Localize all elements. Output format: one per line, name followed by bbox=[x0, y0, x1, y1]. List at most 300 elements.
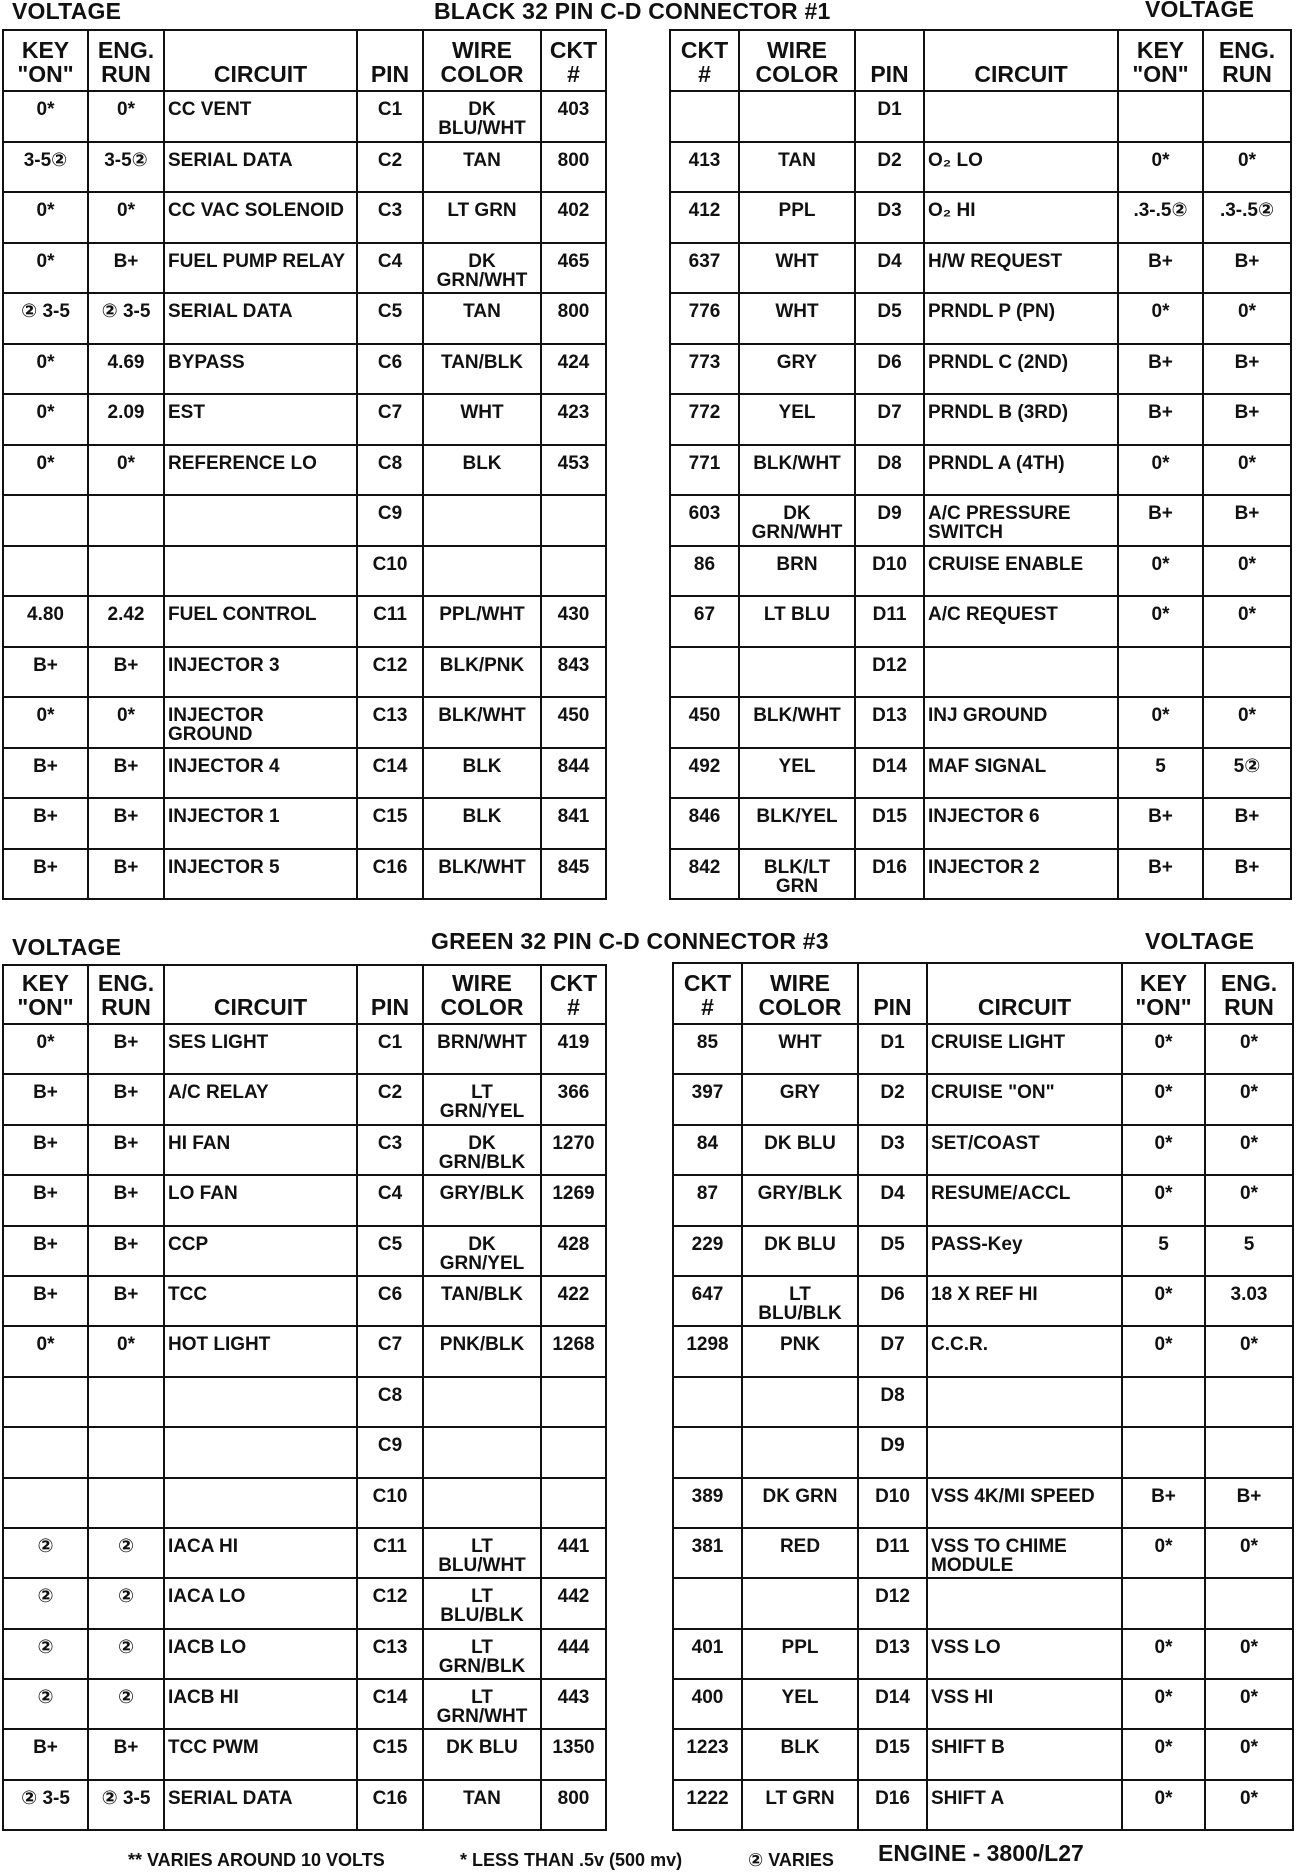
voltage-label-right-1: VOLTAGE bbox=[1145, 0, 1255, 22]
table-cell bbox=[164, 546, 357, 597]
table-cell: 0* bbox=[88, 91, 164, 142]
table-row bbox=[3, 1427, 606, 1477]
table-cell: LT GRN/YEL bbox=[423, 1074, 541, 1124]
table-cell: 419 bbox=[541, 1024, 606, 1074]
table-cell: VSS TO CHIME MODULE bbox=[927, 1528, 1122, 1578]
table-cell: 1350 bbox=[541, 1729, 606, 1779]
table-cell: INJECTOR 6 bbox=[924, 798, 1118, 849]
table-cell: D14 bbox=[855, 748, 924, 799]
table-cell: 1298 bbox=[673, 1326, 742, 1376]
table-cell: 842 bbox=[670, 849, 739, 900]
table-cell: PRNDL B (3RD) bbox=[924, 394, 1118, 445]
table-cell: BLK/WHT bbox=[423, 849, 541, 900]
column-header: CIRCUIT bbox=[927, 963, 1122, 1024]
table-cell: D8 bbox=[855, 445, 924, 496]
table-cell: RED bbox=[742, 1528, 858, 1578]
table-row bbox=[670, 243, 1291, 294]
table-cell: 444 bbox=[541, 1629, 606, 1679]
table-cell: YEL bbox=[739, 748, 855, 799]
table-cell: 0* bbox=[1205, 1528, 1293, 1578]
table-cell: BLK/YEL bbox=[739, 798, 855, 849]
table-cell: VSS 4K/MI SPEED bbox=[927, 1478, 1122, 1528]
table-cell: 841 bbox=[541, 798, 606, 849]
column-header: PIN bbox=[357, 965, 423, 1024]
table-cell bbox=[1203, 647, 1291, 698]
table-cell: C7 bbox=[357, 394, 423, 445]
table-cell bbox=[541, 1377, 606, 1427]
table-row bbox=[3, 1629, 606, 1679]
table-cell: SHIFT A bbox=[927, 1780, 1122, 1830]
table-row bbox=[3, 647, 606, 698]
table-cell bbox=[1203, 91, 1291, 142]
column-header: KEY "ON" bbox=[1122, 963, 1205, 1024]
table-cell: D12 bbox=[858, 1578, 927, 1628]
table-row bbox=[3, 596, 606, 647]
table-cell: B+ bbox=[1203, 243, 1291, 294]
table-row bbox=[673, 1729, 1293, 1779]
table-row bbox=[3, 1024, 606, 1074]
table-cell: WHT bbox=[423, 394, 541, 445]
table-cell: 0* bbox=[88, 192, 164, 243]
table-cell: LT GRN/BLK bbox=[423, 1629, 541, 1679]
table-cell: IACA HI bbox=[164, 1528, 357, 1578]
table-cell: YEL bbox=[739, 394, 855, 445]
table-cell: A/C REQUEST bbox=[924, 596, 1118, 647]
table-cell: 0* bbox=[1122, 1780, 1205, 1830]
table-cell: 843 bbox=[541, 647, 606, 698]
table-cell: 3-5② bbox=[3, 142, 88, 193]
column-header: CIRCUIT bbox=[924, 30, 1118, 91]
table-row bbox=[3, 142, 606, 193]
table-cell: 1222 bbox=[673, 1780, 742, 1830]
table-cell bbox=[541, 546, 606, 597]
table-cell: D2 bbox=[855, 142, 924, 193]
table-cell: 0* bbox=[1118, 293, 1203, 344]
table-cell: 430 bbox=[541, 596, 606, 647]
table-cell: 5 bbox=[1122, 1226, 1205, 1276]
table-cell: BRN/WHT bbox=[423, 1024, 541, 1074]
table-cell: 85 bbox=[673, 1024, 742, 1074]
table-row bbox=[3, 546, 606, 597]
table-cell: B+ bbox=[1118, 798, 1203, 849]
table-cell: B+ bbox=[88, 647, 164, 698]
table-cell: PRNDL C (2ND) bbox=[924, 344, 1118, 395]
table-cell: O₂ LO bbox=[924, 142, 1118, 193]
table-cell: WHT bbox=[739, 243, 855, 294]
table-cell: O₂ HI bbox=[924, 192, 1118, 243]
table-cell: C13 bbox=[357, 697, 423, 748]
table-cell: TAN bbox=[739, 142, 855, 193]
table-cell: DK BLU/WHT bbox=[423, 91, 541, 142]
table-row bbox=[3, 1074, 606, 1124]
table-cell: B+ bbox=[88, 798, 164, 849]
table-cell: DK GRN bbox=[742, 1478, 858, 1528]
table-cell: 800 bbox=[541, 142, 606, 193]
table-cell bbox=[927, 1377, 1122, 1427]
table-cell: TCC bbox=[164, 1276, 357, 1326]
table-cell bbox=[742, 1377, 858, 1427]
table-cell: DK GRN/WHT bbox=[739, 495, 855, 546]
table-cell: 442 bbox=[541, 1578, 606, 1628]
table-row bbox=[3, 1377, 606, 1427]
table-cell: DK GRN/BLK bbox=[423, 1125, 541, 1175]
table-cell: C16 bbox=[357, 1780, 423, 1830]
table-cell: 2.42 bbox=[88, 596, 164, 647]
table-cell: 87 bbox=[673, 1175, 742, 1225]
table-row bbox=[673, 1125, 1293, 1175]
table-cell: 389 bbox=[673, 1478, 742, 1528]
table-cell: 0* bbox=[1203, 546, 1291, 597]
table-cell bbox=[88, 495, 164, 546]
table-row bbox=[670, 647, 1291, 698]
table-cell bbox=[673, 1377, 742, 1427]
table-cell bbox=[670, 91, 739, 142]
table-cell: C1 bbox=[357, 91, 423, 142]
column-header: CKT # bbox=[673, 963, 742, 1024]
table-cell: BYPASS bbox=[164, 344, 357, 395]
table-cell: DK GRN/YEL bbox=[423, 1226, 541, 1276]
table-cell: WHT bbox=[739, 293, 855, 344]
table-cell: C2 bbox=[357, 1074, 423, 1124]
table-cell bbox=[423, 1427, 541, 1477]
table-cell: B+ bbox=[88, 849, 164, 900]
table-cell: 0* bbox=[3, 1024, 88, 1074]
table-cell: A/C RELAY bbox=[164, 1074, 357, 1124]
table-cell: D12 bbox=[855, 647, 924, 698]
table-cell: D3 bbox=[858, 1125, 927, 1175]
table-row bbox=[3, 697, 606, 748]
table-cell: 422 bbox=[541, 1276, 606, 1326]
table-cell: CC VAC SOLENOID bbox=[164, 192, 357, 243]
table-cell: 84 bbox=[673, 1125, 742, 1175]
table-cell: BRN bbox=[739, 546, 855, 597]
table-row bbox=[3, 1175, 606, 1225]
table-cell: WHT bbox=[742, 1024, 858, 1074]
table-row bbox=[3, 243, 606, 294]
column-header: WIRE COLOR bbox=[739, 30, 855, 91]
footnote-varies-10v: ** VARIES AROUND 10 VOLTS bbox=[128, 1850, 385, 1870]
table-cell: ② bbox=[88, 1679, 164, 1729]
table-cell: LO FAN bbox=[164, 1175, 357, 1225]
table-cell bbox=[742, 1578, 858, 1628]
table-cell bbox=[927, 1578, 1122, 1628]
table-cell: B+ bbox=[1122, 1478, 1205, 1528]
table-cell: B+ bbox=[3, 1074, 88, 1124]
table-cell: C5 bbox=[357, 1226, 423, 1276]
table-cell: 800 bbox=[541, 1780, 606, 1830]
table-cell: 450 bbox=[541, 697, 606, 748]
table-cell: SET/COAST bbox=[927, 1125, 1122, 1175]
table-cell: B+ bbox=[3, 1175, 88, 1225]
table-cell: 4.80 bbox=[3, 596, 88, 647]
table-cell: D3 bbox=[855, 192, 924, 243]
table-cell: 0* bbox=[88, 445, 164, 496]
table-cell: D15 bbox=[855, 798, 924, 849]
table-cell: B+ bbox=[88, 1175, 164, 1225]
table-cell: LT BLU bbox=[739, 596, 855, 647]
table-cell: INJ GROUND bbox=[924, 697, 1118, 748]
table-cell: LT BLU/BLK bbox=[742, 1276, 858, 1326]
table-cell bbox=[3, 1427, 88, 1477]
table-cell bbox=[88, 546, 164, 597]
table-cell: TAN bbox=[423, 142, 541, 193]
table-cell: 1268 bbox=[541, 1326, 606, 1376]
table-cell: BLK/LT GRN bbox=[739, 849, 855, 900]
table-cell: FUEL PUMP RELAY bbox=[164, 243, 357, 294]
table-cell bbox=[673, 1427, 742, 1477]
table-cell: 0* bbox=[1118, 142, 1203, 193]
table-cell: B+ bbox=[88, 1125, 164, 1175]
table-cell: 0* bbox=[1122, 1629, 1205, 1679]
table-cell: CC VENT bbox=[164, 91, 357, 142]
table-cell: 0* bbox=[1203, 293, 1291, 344]
table-row bbox=[3, 192, 606, 243]
table-cell: C10 bbox=[357, 546, 423, 597]
table-cell bbox=[673, 1578, 742, 1628]
table-row bbox=[670, 697, 1291, 748]
table-cell: 400 bbox=[673, 1679, 742, 1729]
table-cell: LT BLU/BLK bbox=[423, 1578, 541, 1628]
table-cell bbox=[742, 1427, 858, 1477]
table-cell: D7 bbox=[858, 1326, 927, 1376]
table-row bbox=[673, 1780, 1293, 1830]
table-cell: 0* bbox=[1205, 1175, 1293, 1225]
table-cell: ② bbox=[3, 1578, 88, 1628]
table-row bbox=[673, 1226, 1293, 1276]
table-cell bbox=[423, 495, 541, 546]
table-cell: 0* bbox=[1205, 1780, 1293, 1830]
table-cell: 0* bbox=[3, 344, 88, 395]
table-cell: DK GRN/WHT bbox=[423, 243, 541, 294]
table-cell: RESUME/ACCL bbox=[927, 1175, 1122, 1225]
table-cell: 441 bbox=[541, 1528, 606, 1578]
table-cell: C2 bbox=[357, 142, 423, 193]
table-cell: IACA LO bbox=[164, 1578, 357, 1628]
table-row bbox=[3, 293, 606, 344]
table-cell bbox=[670, 647, 739, 698]
table-cell: 0* bbox=[1122, 1679, 1205, 1729]
table-cell: 401 bbox=[673, 1629, 742, 1679]
table-cell: C9 bbox=[357, 1427, 423, 1477]
footnote-less-than: * LESS THAN .5v (500 mv) bbox=[460, 1850, 683, 1870]
table-cell: 0* bbox=[1122, 1125, 1205, 1175]
table-cell: YEL bbox=[742, 1679, 858, 1729]
table-row bbox=[673, 1326, 1293, 1376]
table-cell: D9 bbox=[858, 1427, 927, 1477]
table-cell: 637 bbox=[670, 243, 739, 294]
table-cell: D5 bbox=[855, 293, 924, 344]
table-cell: 0* bbox=[1118, 596, 1203, 647]
table-cell: INJECTOR 1 bbox=[164, 798, 357, 849]
table-cell bbox=[1122, 1578, 1205, 1628]
table-row bbox=[673, 1024, 1293, 1074]
column-header: CKT # bbox=[670, 30, 739, 91]
table-cell: 0* bbox=[1122, 1326, 1205, 1376]
table-cell: C9 bbox=[357, 495, 423, 546]
table-cell: C12 bbox=[357, 647, 423, 698]
table-cell: PNK/BLK bbox=[423, 1326, 541, 1376]
footer bbox=[0, 1838, 1312, 1870]
table-cell: D11 bbox=[855, 596, 924, 647]
table-row bbox=[673, 1629, 1293, 1679]
table-cell: LT GRN bbox=[423, 192, 541, 243]
table-cell: 1270 bbox=[541, 1125, 606, 1175]
table-cell: D1 bbox=[855, 91, 924, 142]
table-cell: D2 bbox=[858, 1074, 927, 1124]
table-cell: 428 bbox=[541, 1226, 606, 1276]
table-cell: ② bbox=[3, 1528, 88, 1578]
table-cell: D11 bbox=[858, 1528, 927, 1578]
table-cell: HOT LIGHT bbox=[164, 1326, 357, 1376]
column-header: ENG. RUN bbox=[88, 30, 164, 91]
column-header: PIN bbox=[357, 30, 423, 91]
table-row bbox=[670, 394, 1291, 445]
table-cell: C7 bbox=[357, 1326, 423, 1376]
table-cell: 413 bbox=[670, 142, 739, 193]
table-cell bbox=[924, 647, 1118, 698]
column-header: CIRCUIT bbox=[164, 30, 357, 91]
table-cell: D10 bbox=[858, 1478, 927, 1528]
table-cell: CCP bbox=[164, 1226, 357, 1276]
table-row bbox=[670, 293, 1291, 344]
table-cell: 3.03 bbox=[1205, 1276, 1293, 1326]
table-cell: SHIFT B bbox=[927, 1729, 1122, 1779]
table-cell: 800 bbox=[541, 293, 606, 344]
table-cell: ② 3-5 bbox=[3, 293, 88, 344]
table-cell: LT GRN/WHT bbox=[423, 1679, 541, 1729]
table-cell: 423 bbox=[541, 394, 606, 445]
table-cell: 424 bbox=[541, 344, 606, 395]
table-cell bbox=[1205, 1427, 1293, 1477]
table-cell: 5 bbox=[1205, 1226, 1293, 1276]
connector3-title: GREEN 32 PIN C-D CONNECTOR #3 bbox=[431, 928, 829, 954]
table-cell: PRNDL P (PN) bbox=[924, 293, 1118, 344]
table-cell: B+ bbox=[1118, 394, 1203, 445]
table-cell: A/C PRESSURE SWITCH bbox=[924, 495, 1118, 546]
table-row bbox=[673, 1074, 1293, 1124]
table-row bbox=[3, 1125, 606, 1175]
column-header: PIN bbox=[858, 963, 927, 1024]
table-cell: D6 bbox=[855, 344, 924, 395]
table-cell: 5 bbox=[1118, 748, 1203, 799]
table-row bbox=[3, 495, 606, 546]
table-cell: 0* bbox=[1122, 1024, 1205, 1074]
table-row bbox=[670, 142, 1291, 193]
table-cell: B+ bbox=[88, 1729, 164, 1779]
table-cell: PPL/WHT bbox=[423, 596, 541, 647]
table-cell: B+ bbox=[1205, 1478, 1293, 1528]
table-cell: 3-5② bbox=[88, 142, 164, 193]
table-row bbox=[673, 1679, 1293, 1729]
engine-label: ENGINE - 3800/L27 bbox=[878, 1840, 1084, 1866]
table-cell: PRNDL A (4TH) bbox=[924, 445, 1118, 496]
table-row bbox=[673, 1175, 1293, 1225]
table-cell: FUEL CONTROL bbox=[164, 596, 357, 647]
table-cell: SERIAL DATA bbox=[164, 1780, 357, 1830]
table-cell: 465 bbox=[541, 243, 606, 294]
table-cell: BLK/WHT bbox=[739, 697, 855, 748]
table-cell bbox=[164, 1478, 357, 1528]
table-cell: C4 bbox=[357, 243, 423, 294]
table-cell bbox=[88, 1478, 164, 1528]
table-cell bbox=[3, 495, 88, 546]
table-cell: 5② bbox=[1203, 748, 1291, 799]
table-cell: B+ bbox=[3, 1226, 88, 1276]
table-cell: 0* bbox=[1205, 1074, 1293, 1124]
table-cell: IACB HI bbox=[164, 1679, 357, 1729]
table-cell: 845 bbox=[541, 849, 606, 900]
table-row bbox=[670, 344, 1291, 395]
table-row bbox=[670, 596, 1291, 647]
table-cell: INJECTOR GROUND bbox=[164, 697, 357, 748]
table-cell: ② bbox=[88, 1528, 164, 1578]
table-cell: SERIAL DATA bbox=[164, 293, 357, 344]
table-row bbox=[670, 798, 1291, 849]
table-cell: 0* bbox=[3, 192, 88, 243]
table-cell: ② 3-5 bbox=[3, 1780, 88, 1830]
table-cell bbox=[3, 1377, 88, 1427]
table-cell: 771 bbox=[670, 445, 739, 496]
table-cell: 403 bbox=[541, 91, 606, 142]
table-row bbox=[670, 445, 1291, 496]
column-header: KEY "ON" bbox=[3, 965, 88, 1024]
table-cell: B+ bbox=[1118, 243, 1203, 294]
table-cell: CRUISE "ON" bbox=[927, 1074, 1122, 1124]
table-row bbox=[3, 1578, 606, 1628]
table-cell: B+ bbox=[3, 1729, 88, 1779]
table-cell: BLK bbox=[423, 748, 541, 799]
table-cell: 18 X REF HI bbox=[927, 1276, 1122, 1326]
table-cell: B+ bbox=[3, 798, 88, 849]
table-cell bbox=[164, 1377, 357, 1427]
table-row bbox=[3, 1729, 606, 1779]
table-cell: 0* bbox=[1122, 1074, 1205, 1124]
table-row bbox=[670, 91, 1291, 142]
column-header: CIRCUIT bbox=[164, 965, 357, 1024]
table-cell: HI FAN bbox=[164, 1125, 357, 1175]
table-cell: 0* bbox=[1203, 596, 1291, 647]
table-cell: SERIAL DATA bbox=[164, 142, 357, 193]
table-cell: TAN bbox=[423, 1780, 541, 1830]
table-cell: CRUISE ENABLE bbox=[924, 546, 1118, 597]
table-cell: DK BLU bbox=[423, 1729, 541, 1779]
table-cell: INJECTOR 5 bbox=[164, 849, 357, 900]
table-cell: 450 bbox=[670, 697, 739, 748]
table-cell: EST bbox=[164, 394, 357, 445]
table-cell: B+ bbox=[3, 1125, 88, 1175]
table-cell: C14 bbox=[357, 1679, 423, 1729]
table-cell: PASS-Key bbox=[927, 1226, 1122, 1276]
table-cell: 0* bbox=[1203, 697, 1291, 748]
table-cell: TCC PWM bbox=[164, 1729, 357, 1779]
column-header: CKT # bbox=[541, 965, 606, 1024]
table-cell: 0* bbox=[1122, 1729, 1205, 1779]
table-cell: C16 bbox=[357, 849, 423, 900]
table-row bbox=[3, 1276, 606, 1326]
table-cell: IACB LO bbox=[164, 1629, 357, 1679]
table-cell: 0* bbox=[88, 697, 164, 748]
table-cell: 0* bbox=[1205, 1024, 1293, 1074]
table-cell: PNK bbox=[742, 1326, 858, 1376]
table-row bbox=[3, 1679, 606, 1729]
table-cell: D4 bbox=[858, 1175, 927, 1225]
table-cell: C4 bbox=[357, 1175, 423, 1225]
table-cell bbox=[88, 1427, 164, 1477]
table-row bbox=[673, 1578, 1293, 1628]
table-cell: 366 bbox=[541, 1074, 606, 1124]
table-cell: 0* bbox=[3, 394, 88, 445]
table-cell: CRUISE LIGHT bbox=[927, 1024, 1122, 1074]
